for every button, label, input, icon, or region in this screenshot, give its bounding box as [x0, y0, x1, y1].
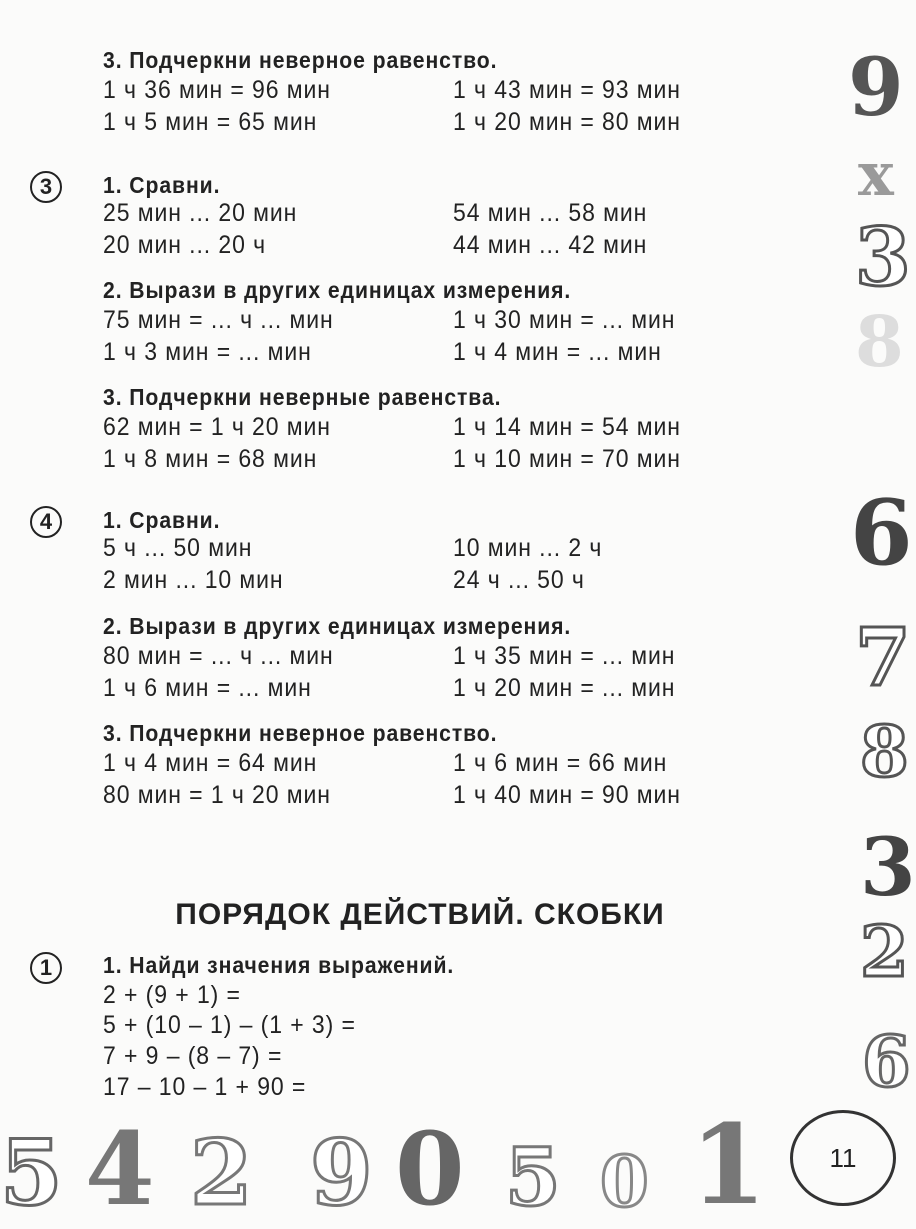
- comparison: 5 ч ... 50 мин: [103, 534, 253, 562]
- equation: 1 ч 10 мин = 70 мин: [453, 445, 681, 473]
- decor-digit: 5: [0, 1120, 63, 1226]
- expression: 17 – 10 – 1 + 90 =: [103, 1073, 307, 1101]
- conversion: 1 ч 3 мин = ... мин: [103, 338, 312, 366]
- equation: 1 ч 4 мин = 64 мин: [103, 749, 318, 777]
- task-heading: 1. Найди значения выражений.: [103, 952, 455, 978]
- equation: 62 мин = 1 ч 20 мин: [103, 413, 331, 441]
- task-heading: 2. Вырази в других единицах измерения.: [103, 613, 572, 639]
- comparison: 54 мин ... 58 мин: [453, 199, 648, 227]
- equation: 1 ч 40 мин = 90 мин: [453, 781, 681, 809]
- decor-digit: 8: [855, 300, 904, 383]
- task-heading: 3. Подчеркни неверное равенство.: [103, 47, 498, 73]
- equation: 1 ч 6 мин = 66 мин: [453, 749, 668, 777]
- task-heading: 1. Сравни.: [103, 172, 221, 198]
- conversion: 80 мин = ... ч ... мин: [103, 642, 334, 670]
- decor-digit: 4: [85, 1110, 155, 1228]
- expression: 5 + (10 – 1) – (1 + 3) =: [103, 1011, 356, 1039]
- section-number: 4: [30, 506, 62, 538]
- comparison: 2 мин ... 10 мин: [103, 566, 284, 594]
- conversion: 1 ч 4 мин = ... мин: [453, 338, 662, 366]
- decor-digit: 2: [190, 1120, 253, 1226]
- task-heading: 2. Вырази в других единицах измерения.: [103, 277, 572, 303]
- equation: 1 ч 43 мин = 93 мин: [453, 76, 681, 104]
- section-number: 1: [30, 952, 62, 984]
- decor-digit: 6: [862, 1020, 911, 1103]
- decor-digit: 2: [860, 910, 909, 993]
- conversion: 1 ч 20 мин = ... мин: [453, 674, 676, 702]
- decor-digit: 1: [690, 1100, 767, 1229]
- decor-digit: 7: [855, 610, 911, 704]
- equation: 1 ч 36 мин = 96 мин: [103, 76, 331, 104]
- decor-digit: 3: [855, 210, 911, 304]
- decor-digit: 0: [600, 1140, 649, 1223]
- decor-digit: 5: [505, 1130, 561, 1224]
- decor-digit: 3: [860, 820, 916, 914]
- equation: 1 ч 20 мин = 80 мин: [453, 108, 681, 136]
- conversion: 1 ч 30 мин = ... мин: [453, 306, 676, 334]
- comparison: 20 мин ... 20 ч: [103, 231, 267, 259]
- equation: 80 мин = 1 ч 20 мин: [103, 781, 331, 809]
- equation: 1 ч 14 мин = 54 мин: [453, 413, 681, 441]
- comparison: 10 мин ... 2 ч: [453, 534, 603, 562]
- expression: 2 + (9 + 1) =: [103, 981, 241, 1009]
- comparison: 25 мин ... 20 мин: [103, 199, 298, 227]
- task-heading: 3. Подчеркни неверное равенство.: [103, 720, 498, 746]
- decor-digit: 6: [850, 480, 913, 586]
- chapter-title: ПОРЯДОК ДЕЙСТВИЙ. СКОБКИ: [175, 898, 665, 931]
- comparison: 24 ч ... 50 ч: [453, 566, 585, 594]
- task-heading: 1. Сравни.: [103, 507, 221, 533]
- decor-digit: 0: [395, 1110, 465, 1228]
- page-number: 11: [790, 1110, 896, 1206]
- equation: 1 ч 8 мин = 68 мин: [103, 445, 318, 473]
- conversion: 75 мин = ... ч ... мин: [103, 306, 334, 334]
- decor-digit: 9: [848, 40, 904, 134]
- decor-digit: 8: [860, 710, 909, 793]
- task-heading: 3. Подчеркни неверные равенства.: [103, 384, 502, 410]
- conversion: 1 ч 35 мин = ... мин: [453, 642, 676, 670]
- expression: 7 + 9 – (8 – 7) =: [103, 1042, 283, 1070]
- conversion: 1 ч 6 мин = ... мин: [103, 674, 312, 702]
- section-number: 3: [30, 171, 62, 203]
- decor-digit: 9: [310, 1120, 373, 1226]
- decor-digit: x: [858, 140, 894, 210]
- equation: 1 ч 5 мин = 65 мин: [103, 108, 318, 136]
- comparison: 44 мин ... 42 мин: [453, 231, 648, 259]
